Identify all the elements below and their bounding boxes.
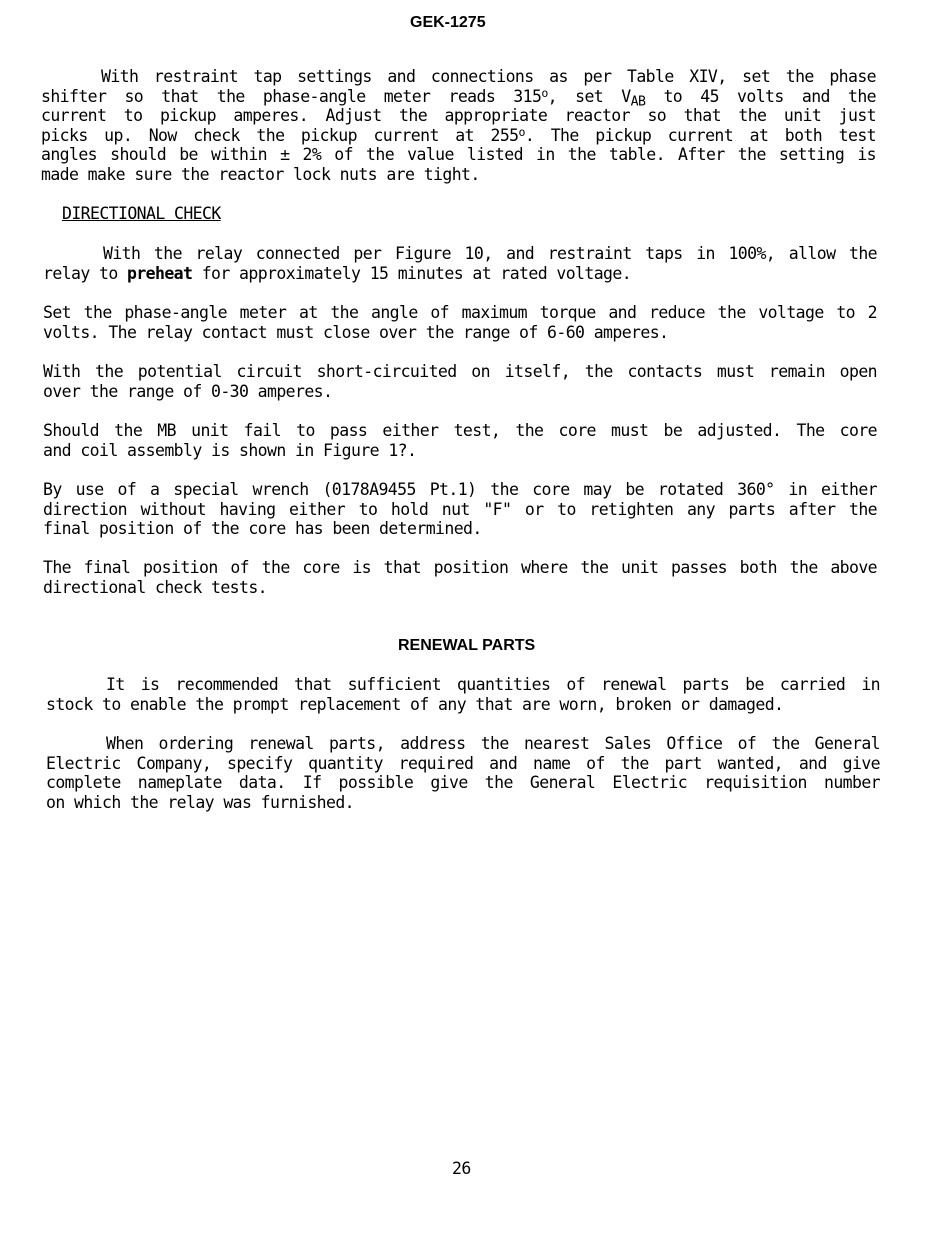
text-line: Set the phase-angle meter at the angle of maximum torque and reduce the voltage to 2 [43,303,877,322]
text-line: complete nameplate data. If possible give the General Electric requisition number [46,773,880,793]
text-line: When ordering renewal parts, address the nearest Sales Office of the General [106,734,880,753]
text-line: stock to enable the prompt replacement of any that are worn, broken or damaged. [46,694,784,714]
directional-paragraph-4 [43,421,877,460]
section-heading-directional-check: DIRECTIONAL CHECK [62,204,221,223]
text-line: angles should be within ± 2% of the value listed in the table. After the setting is [41,145,876,165]
text-line: volts. The relay contact must close over the range of 6-60 amperes. [43,322,669,342]
text-line: direction without having either to hold nut "F" or to retighten any parts after the [43,499,877,519]
text-line: With the relay connected per Figure 10, and restraint taps in 100%, allow the [103,244,877,263]
directional-paragraph-2 [43,303,877,342]
text-line: The final position of the core is that position where the unit passes both the above [43,558,877,577]
text-line: Should the MB unit fail to pass either test, the core must be adjusted. The core [43,421,877,440]
text-line: Electric Company, specify quantity required and name of the part wanted, and give [46,753,880,773]
document-id: GEK-1275 [410,14,486,31]
renewal-paragraph-2 [46,734,880,812]
directional-paragraph-6 [43,558,877,597]
text-line: current to pickup amperes. Adjust the appropriate reactor so that the unit just [41,106,876,126]
text-line: and coil assembly is shown in Figure 1?. [43,440,417,460]
text-line: relay to preheat for approximately 15 minutes at rated voltage. [43,263,632,283]
directional-paragraph-1 [43,244,877,283]
text-line: picks up. Now check the pickup current at 255$^o$. The pickup current at both test [41,124,876,145]
text-line: With restraint tap settings and connections as per Table XIV, set the phase [101,67,876,86]
intro-paragraph [41,67,876,185]
text-line: final position of the core has been determined. [43,519,482,539]
text-line: on which the relay was furnished. [46,792,355,812]
directional-paragraph-3 [43,362,877,401]
text-line: over the range of 0-30 amperes. [43,381,333,401]
text-line: made make sure the reactor lock nuts are tight. [41,164,480,184]
page-number: 26 [452,1159,471,1178]
renewal-paragraph-1 [46,675,880,714]
text-line: By use of a special wrench (0178A9455 Pt.1) the core may be rotated 360° in either [43,480,877,499]
section-heading-renewal-parts: RENEWAL PARTS [398,637,536,654]
text-line: It is recommended that sufficient quantities of renewal parts be carried in [106,675,880,694]
text-line: With the potential circuit short-circuited on itself, the contacts must remain open [43,362,877,381]
text-line: shifter so that the phase-angle meter reads 315$^o$, set $V_{AB}$ to 45 volts and the [41,85,876,109]
text-line: directional check tests. [43,577,268,597]
directional-paragraph-5 [43,480,877,539]
